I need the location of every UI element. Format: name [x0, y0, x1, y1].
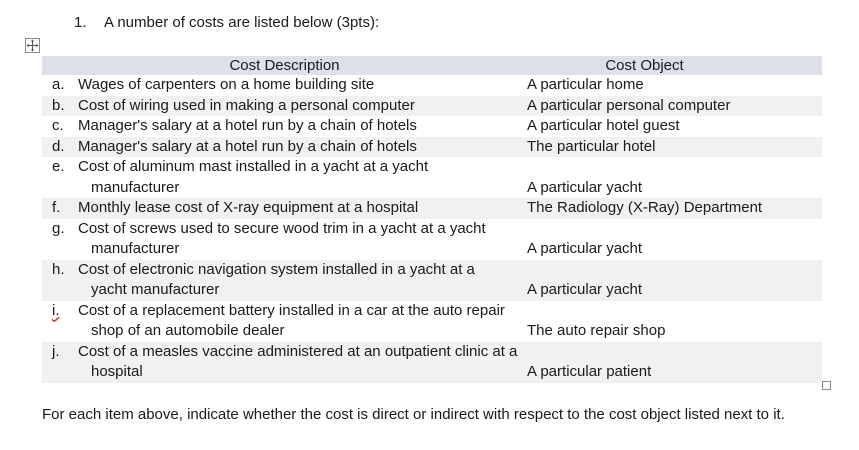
table-row — [42, 342, 822, 383]
item-cost-object: The particular hotel — [527, 137, 656, 155]
item-description: Wages of carpenters on a home building site — [78, 76, 375, 93]
description-cell — [42, 219, 527, 260]
description-cell — [42, 260, 527, 301]
description-cell — [42, 198, 527, 219]
item-cost-object: The auto repair shop — [527, 322, 666, 339]
item-description: Cost of a measles vaccine administered at an outpatient clinic at a hospital — [78, 342, 518, 380]
question-text: A number of costs are listed below (3pts): — [104, 14, 380, 31]
table-row — [42, 260, 822, 301]
item-letter: f. — [52, 199, 61, 216]
table-row — [42, 96, 822, 117]
item-cost-object: A particular patient — [527, 363, 652, 380]
object-cell — [527, 75, 822, 96]
item-letter: e. — [52, 158, 65, 175]
item-letter: h. — [52, 260, 65, 278]
item-cost-object: A particular yacht — [527, 281, 643, 298]
item-letter: i. — [52, 301, 60, 319]
cost-table — [42, 56, 822, 383]
description-cell — [42, 137, 527, 158]
question-number: 1. — [74, 14, 87, 31]
item-description: Manager's salary at a hotel run by a chain of hotels — [78, 137, 417, 155]
item-description: Cost of a replacement battery installed in a car at the auto repair shop of an automobile dealer — [78, 301, 505, 339]
object-cell — [527, 116, 822, 137]
table-move-handle[interactable] — [25, 38, 40, 53]
item-cost-object: A particular yacht — [527, 240, 643, 257]
table-row — [42, 219, 822, 260]
object-cell — [527, 260, 822, 301]
description-cell — [42, 157, 527, 198]
table-row — [42, 157, 822, 198]
table-row — [42, 137, 822, 158]
table-row — [42, 301, 822, 342]
item-description: Cost of wiring used in making a personal computer — [78, 96, 415, 114]
description-cell — [42, 116, 527, 137]
instruction-text: For each item above, indicate whether the cost is direct or indirect with respect to the cost object listed next to it. — [42, 406, 785, 423]
table-row — [42, 75, 822, 96]
header-cost-object: Cost Object — [605, 57, 684, 74]
description-cell — [42, 75, 527, 96]
item-cost-object: A particular hotel guest — [527, 117, 680, 134]
header-cost-description: Cost Description — [229, 57, 340, 74]
item-cost-object: A particular home — [527, 76, 644, 93]
item-letter: g. — [52, 219, 65, 237]
object-cell — [527, 342, 822, 383]
table-row — [42, 198, 822, 219]
item-description: Cost of electronic navigation system installed in a yacht at a yacht manufacturer — [78, 260, 475, 298]
item-description: Cost of aluminum mast installed in a yacht at a yacht manufacturer — [78, 158, 429, 196]
table-header-row — [42, 56, 822, 75]
object-cell — [527, 157, 822, 198]
description-cell — [42, 301, 527, 342]
item-cost-object: A particular personal computer — [527, 96, 731, 114]
object-cell — [527, 137, 822, 158]
item-cost-object: A particular yacht — [527, 178, 643, 196]
item-description: Monthly lease cost of X-ray equipment at a hospital — [78, 199, 419, 216]
description-cell — [42, 342, 527, 383]
item-letter: b. — [52, 96, 65, 114]
item-letter: d. — [52, 137, 65, 155]
object-cell — [527, 198, 822, 219]
move-arrows-icon — [26, 39, 39, 52]
object-cell — [527, 301, 822, 342]
object-cell — [527, 96, 822, 117]
item-description: Manager's salary at a hotel run by a chain of hotels — [78, 117, 417, 134]
description-cell — [42, 96, 527, 117]
item-cost-object: The Radiology (X-Ray) Department — [527, 199, 763, 216]
item-letter: c. — [52, 117, 64, 134]
item-letter: j. — [52, 342, 60, 360]
table-row — [42, 116, 822, 137]
item-description: Cost of screws used to secure wood trim in a yacht at a yacht manufacturer — [78, 219, 486, 257]
object-cell — [527, 219, 822, 260]
item-letter: a. — [52, 76, 65, 93]
table-resize-handle[interactable] — [822, 381, 831, 390]
